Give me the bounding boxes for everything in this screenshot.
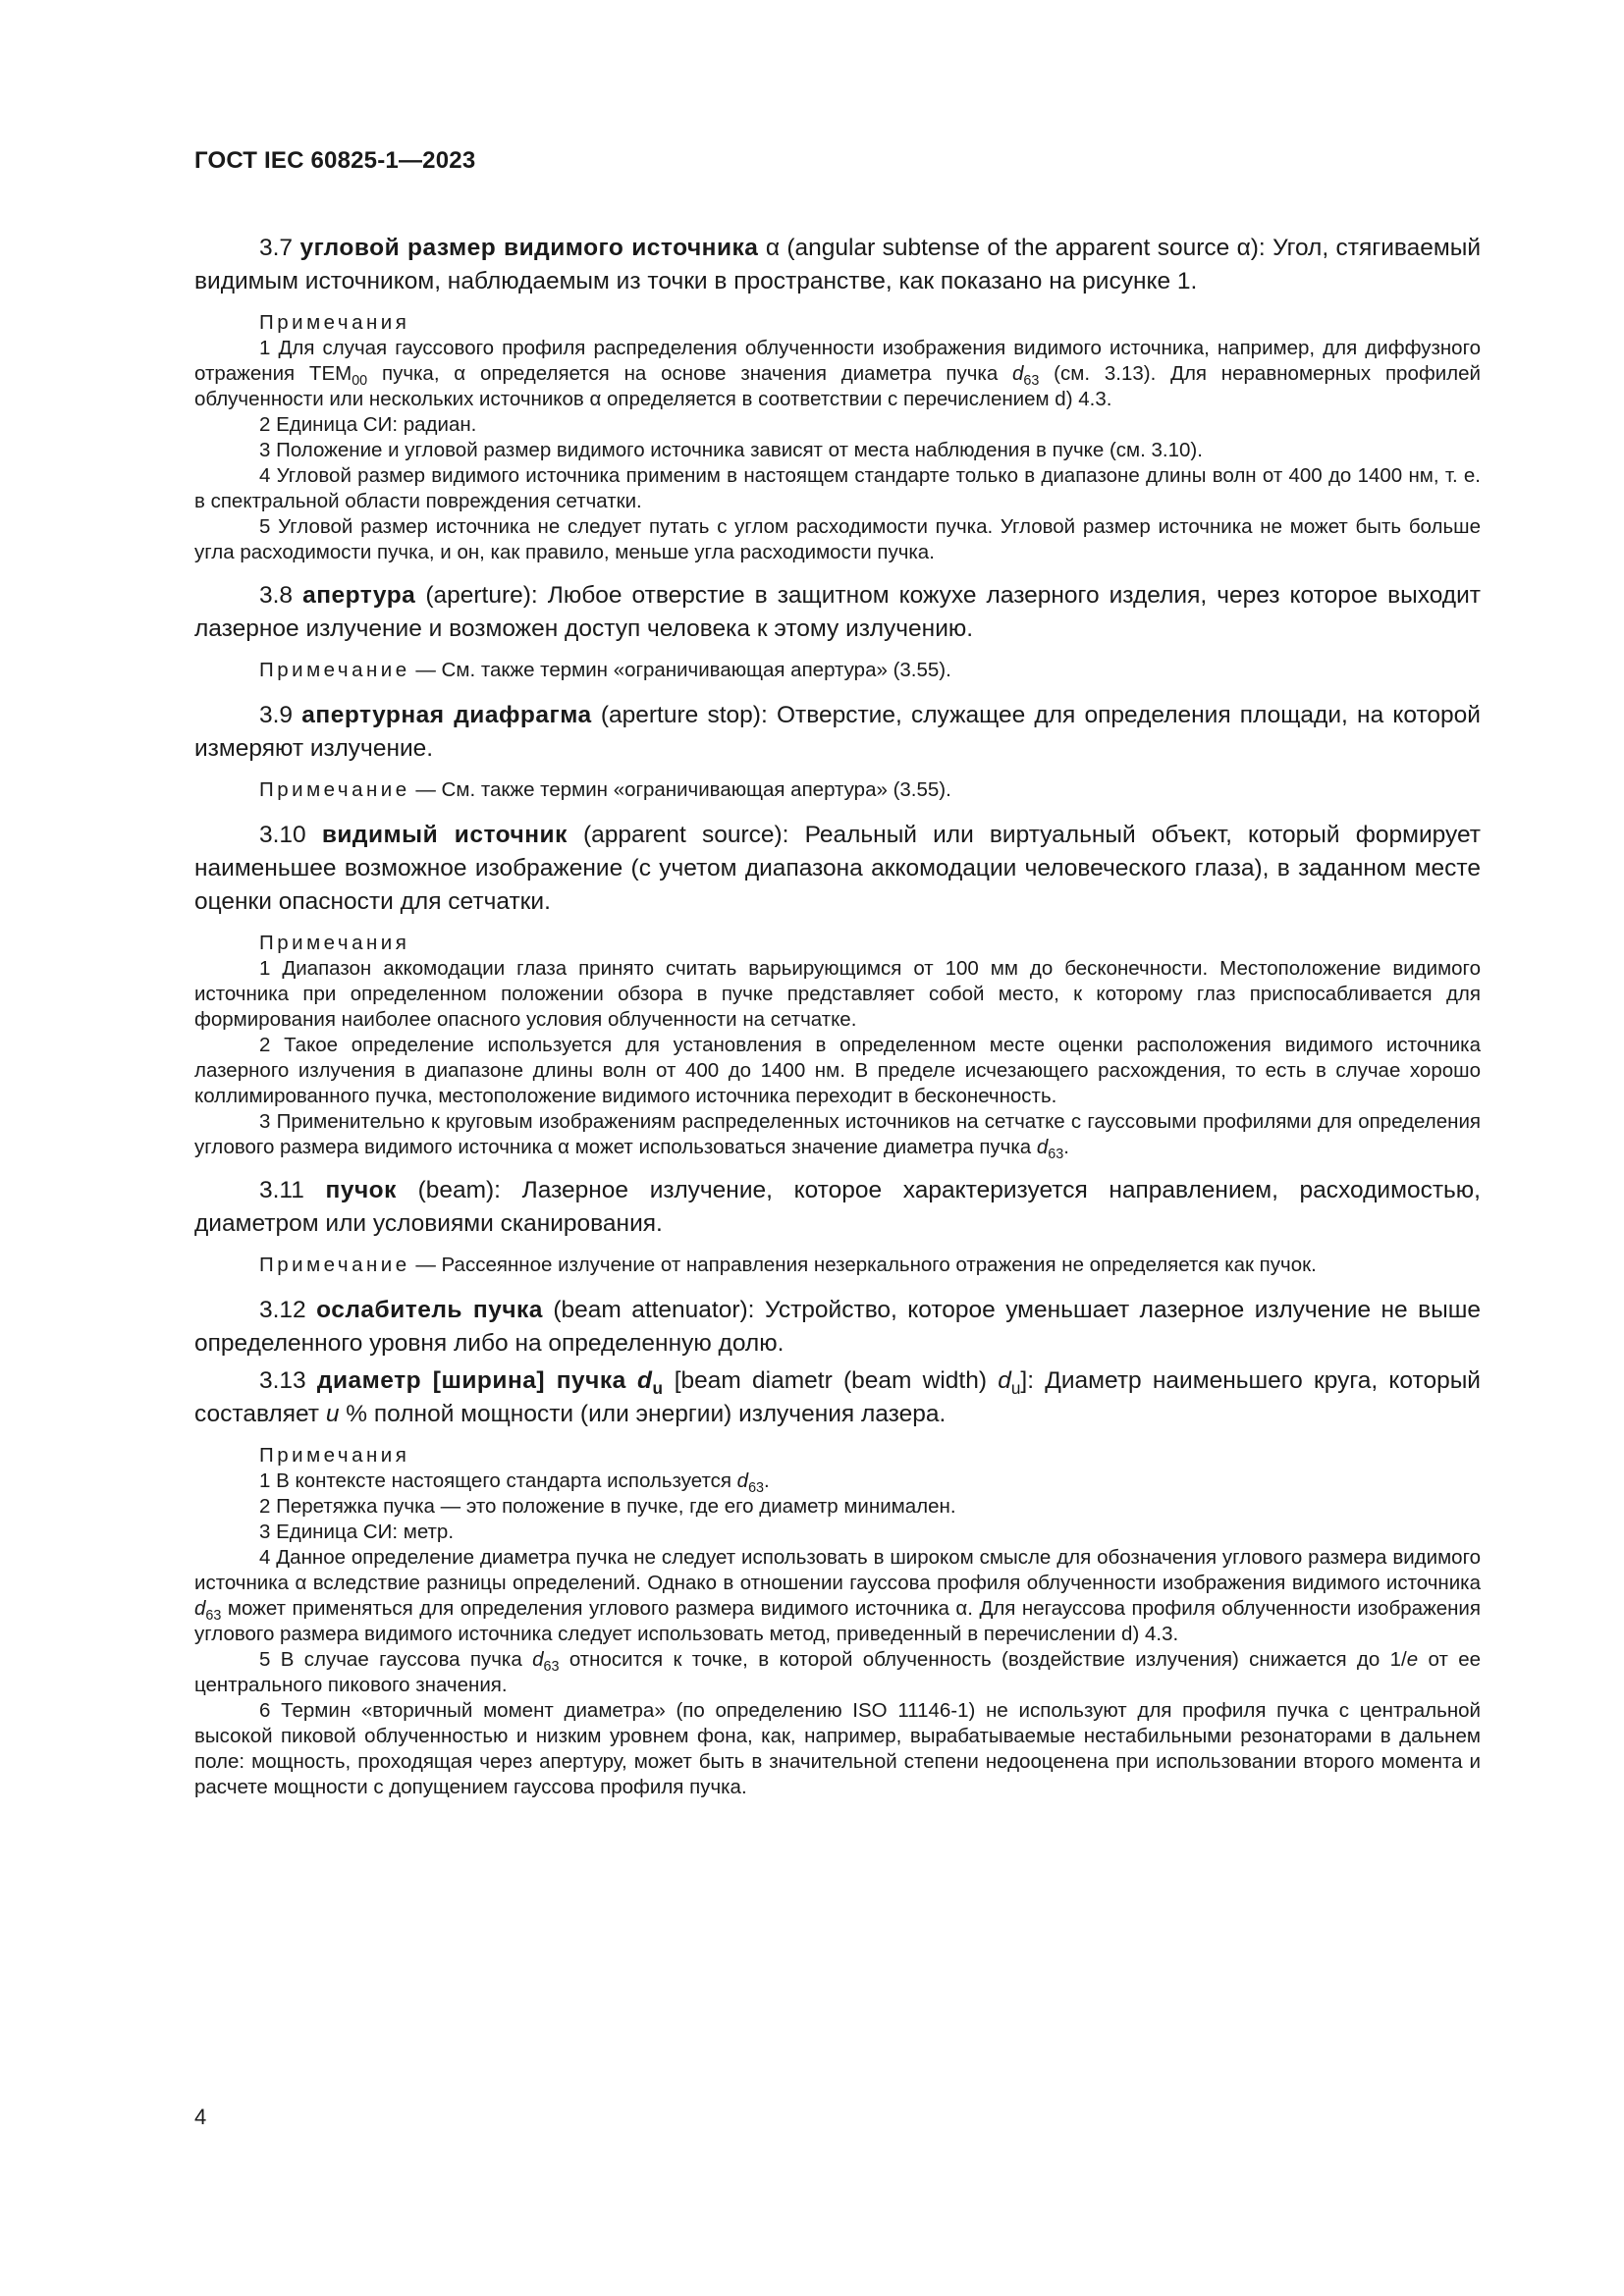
note-item: 6 Термин «вторичный момент диаметра» (по определению ISO 11146-1) не используют для профиля пучка с центральной высокой пиковой облученностью и низким уровнем фона, как, например, вырабатываемые нестабильными резонаторами в дальнем поле: мощность, проходящая через апертуру, может быть в значительной степени недооценена при использовании второго момента и расчете мощности с допущением гауссова профиля пучка. bbox=[194, 1699, 1481, 1798]
note-label: Примечание bbox=[259, 659, 410, 681]
note-item: 3 Применительно к круговым изображениям распределенных источников на сетчатке с гауссовыми профилями для определения углового размера видимого источника α может использоваться значение диаметра пучка $d_{63}$. bbox=[194, 1110, 1481, 1163]
term-title: ослабитель пучка bbox=[316, 1297, 543, 1323]
term-symbol: d bbox=[637, 1367, 653, 1394]
note-item: 4 Угловой размер видимого источника применим в настоящем стандарте только в диапазоне длины волн от 400 до 1400 нм, т. е. в спектральной области повреждения сетчатки. bbox=[194, 464, 1481, 512]
note-label: Примечание bbox=[259, 1254, 410, 1276]
term-definition: (beam attenuator): Устройство, которое уменьшает лазерное излучение не выше определенного уровня либо на определенную долю. bbox=[194, 1297, 1481, 1357]
term-number: 3.8 bbox=[259, 582, 294, 609]
term-definition: (aperture): Любое отверстие в защитном кожухе лазерного изделия, через которое выходит лазерное излучение и возможен доступ человека к этому излучению. bbox=[194, 582, 1482, 642]
note-item: 2 Единица СИ: радиан. bbox=[259, 413, 477, 436]
term-definition: (aperture stop): Отверстие, служащее для определения площади, на которой измеряют излучение. bbox=[194, 702, 1481, 762]
note-3-8 bbox=[194, 658, 1481, 683]
note-item: 2 Перетяжка пучка — это положение в пучке, где его диаметр минимален. bbox=[259, 1495, 956, 1518]
term-number: 3.7 bbox=[259, 235, 294, 261]
notes-title: Примечания bbox=[259, 1444, 410, 1467]
term-definition: (apparent source): Реальный или виртуальный объект, который формирует наименьшее возможное изображение (с учетом диапазона аккомодации человеческого глаза), в заданном месте оценки опасности для сетчатки. bbox=[194, 822, 1481, 915]
note-text: — См. также термин «ограничивающая апертура» (3.55). bbox=[409, 659, 951, 681]
note-item: 4 Данное определение диаметра пучка не следует использовать в широком смысле для обозначения углового размера видимого источника α вследствие разницы определений. Однако в отношении гауссова профиля облученности изображения видимого источника $d_{63}$ может применяться для определения углового размера видимого источника α. Для негауссова профиля облученности изображения углового размера видимого источника следует использовать метод, приведенный в перечислении d) 4.3. bbox=[194, 1546, 1481, 1645]
term-title: пучок bbox=[325, 1177, 397, 1203]
notes-3-10 bbox=[194, 931, 1481, 1163]
term-title: угловой размер видимого источника bbox=[299, 235, 759, 261]
page-number: 4 bbox=[194, 2105, 207, 2129]
note-item: 1 Диапазон аккомодации глаза принято считать варьирующимся от 100 мм до бесконечности. Местоположение видимого источника при определенном положении обзора в пучке представляет собой место, к которому глаз приспосабливается для формирования наиболее опасного условия облученности на сетчатке. bbox=[194, 957, 1481, 1031]
term-definition: (beam): Лазерное излучение, которое характеризуется направлением, расходимостью, диаметром или условиями сканирования. bbox=[194, 1177, 1481, 1237]
note-item: 5 Угловой размер источника не следует путать с углом расходимости пучка. Угловой размер источника не может быть больше угла расходимости пучка, и он, как правило, меньше угла расходимости пучка. bbox=[194, 515, 1481, 563]
term-title: диаметр [ширина] пучка bbox=[316, 1367, 626, 1394]
note-item: 3 Единица СИ: метр. bbox=[259, 1521, 455, 1543]
term-definition: [beam diametr (beam width) $d_u$]: Диаметр наименьшего круга, который составляет u % полной мощности (или энергии) излучения лазера. bbox=[194, 1367, 1481, 1427]
term-number: 3.11 bbox=[259, 1177, 304, 1203]
document-header: ГОСТ IEC 60825-1—2023 bbox=[194, 147, 476, 174]
notes-3-13 bbox=[194, 1443, 1481, 1800]
note-3-9 bbox=[194, 777, 1481, 803]
term-3-12 bbox=[194, 1294, 1481, 1361]
term-definition: (angular subtense of the apparent source α): Угол, стягиваемый видимым источником, наблюдаемым из точки в пространстве, как показано на рисунке 1. bbox=[194, 235, 1482, 294]
term-3-8 bbox=[194, 579, 1481, 646]
term-3-11 bbox=[194, 1174, 1481, 1241]
term-3-9 bbox=[194, 699, 1481, 766]
note-item: 1 Для случая гауссового профиля распределения облученности изображения видимого источника, например, для диффузного отражения $TEM_{00}$ пучка, α определяется на основе значения диаметра пучка $d_{63}$ (см. 3.13). Для неравномерных профилей облученности или нескольких источников α определяется в соответствии с перечислением d) 4.3. bbox=[194, 337, 1481, 410]
notes-title: Примечания bbox=[259, 311, 410, 334]
term-3-10 bbox=[194, 819, 1481, 919]
note-item: 5 В случае гауссова пучка $d_{63}$ относится к точке, в которой облученность (воздействие излучения) снижается до 1/e от ее центрального пикового значения. bbox=[194, 1648, 1482, 1696]
note-text: — Рассеянное излучение от направления незеркального отражения не определяется как пучок. bbox=[409, 1254, 1317, 1276]
term-number: 3.12 bbox=[259, 1297, 306, 1323]
note-label: Примечание bbox=[259, 778, 410, 801]
note-3-11 bbox=[194, 1253, 1481, 1278]
note-text: — См. также термин «ограничивающая апертура» (3.55). bbox=[409, 778, 951, 801]
notes-3-7 bbox=[194, 310, 1481, 565]
note-item: 2 Такое определение используется для установления в определенном месте оценки расположения видимого источника лазерного излучения в диапазоне длины волн от 400 до 1400 нм. В пределе исчезающего расхождения, то есть в случае хорошо коллимированного пучка, местоположение видимого источника переходит в бесконечность. bbox=[194, 1034, 1481, 1107]
notes-title: Примечания bbox=[259, 932, 410, 954]
term-title: видимый источник bbox=[321, 822, 568, 848]
term-title: апертурная диафрагма bbox=[301, 702, 592, 728]
term-number: 3.10 bbox=[259, 822, 306, 848]
term-number: 3.9 bbox=[259, 702, 294, 728]
term-title: апертура bbox=[302, 582, 416, 609]
note-item: 3 Положение и угловой размер видимого источника зависят от места наблюдения в пучке (см. 3.10). bbox=[259, 439, 1203, 461]
term-symbol: α bbox=[765, 235, 780, 261]
term-number: 3.13 bbox=[259, 1367, 306, 1394]
document-page bbox=[194, 147, 1481, 1814]
term-3-7 bbox=[194, 232, 1481, 298]
term-3-13: 3.13 диаметр [ширина] пучка $d_u$ [beam diametr (beam width) $d_u$]: Диаметр наименьшего круга, который составляет u % полной мощности (или энергии) излучения лазера. bbox=[194, 1367, 1481, 1427]
note-item: 1 В контексте настоящего стандарта используется $d_{63}$. bbox=[259, 1469, 770, 1497]
